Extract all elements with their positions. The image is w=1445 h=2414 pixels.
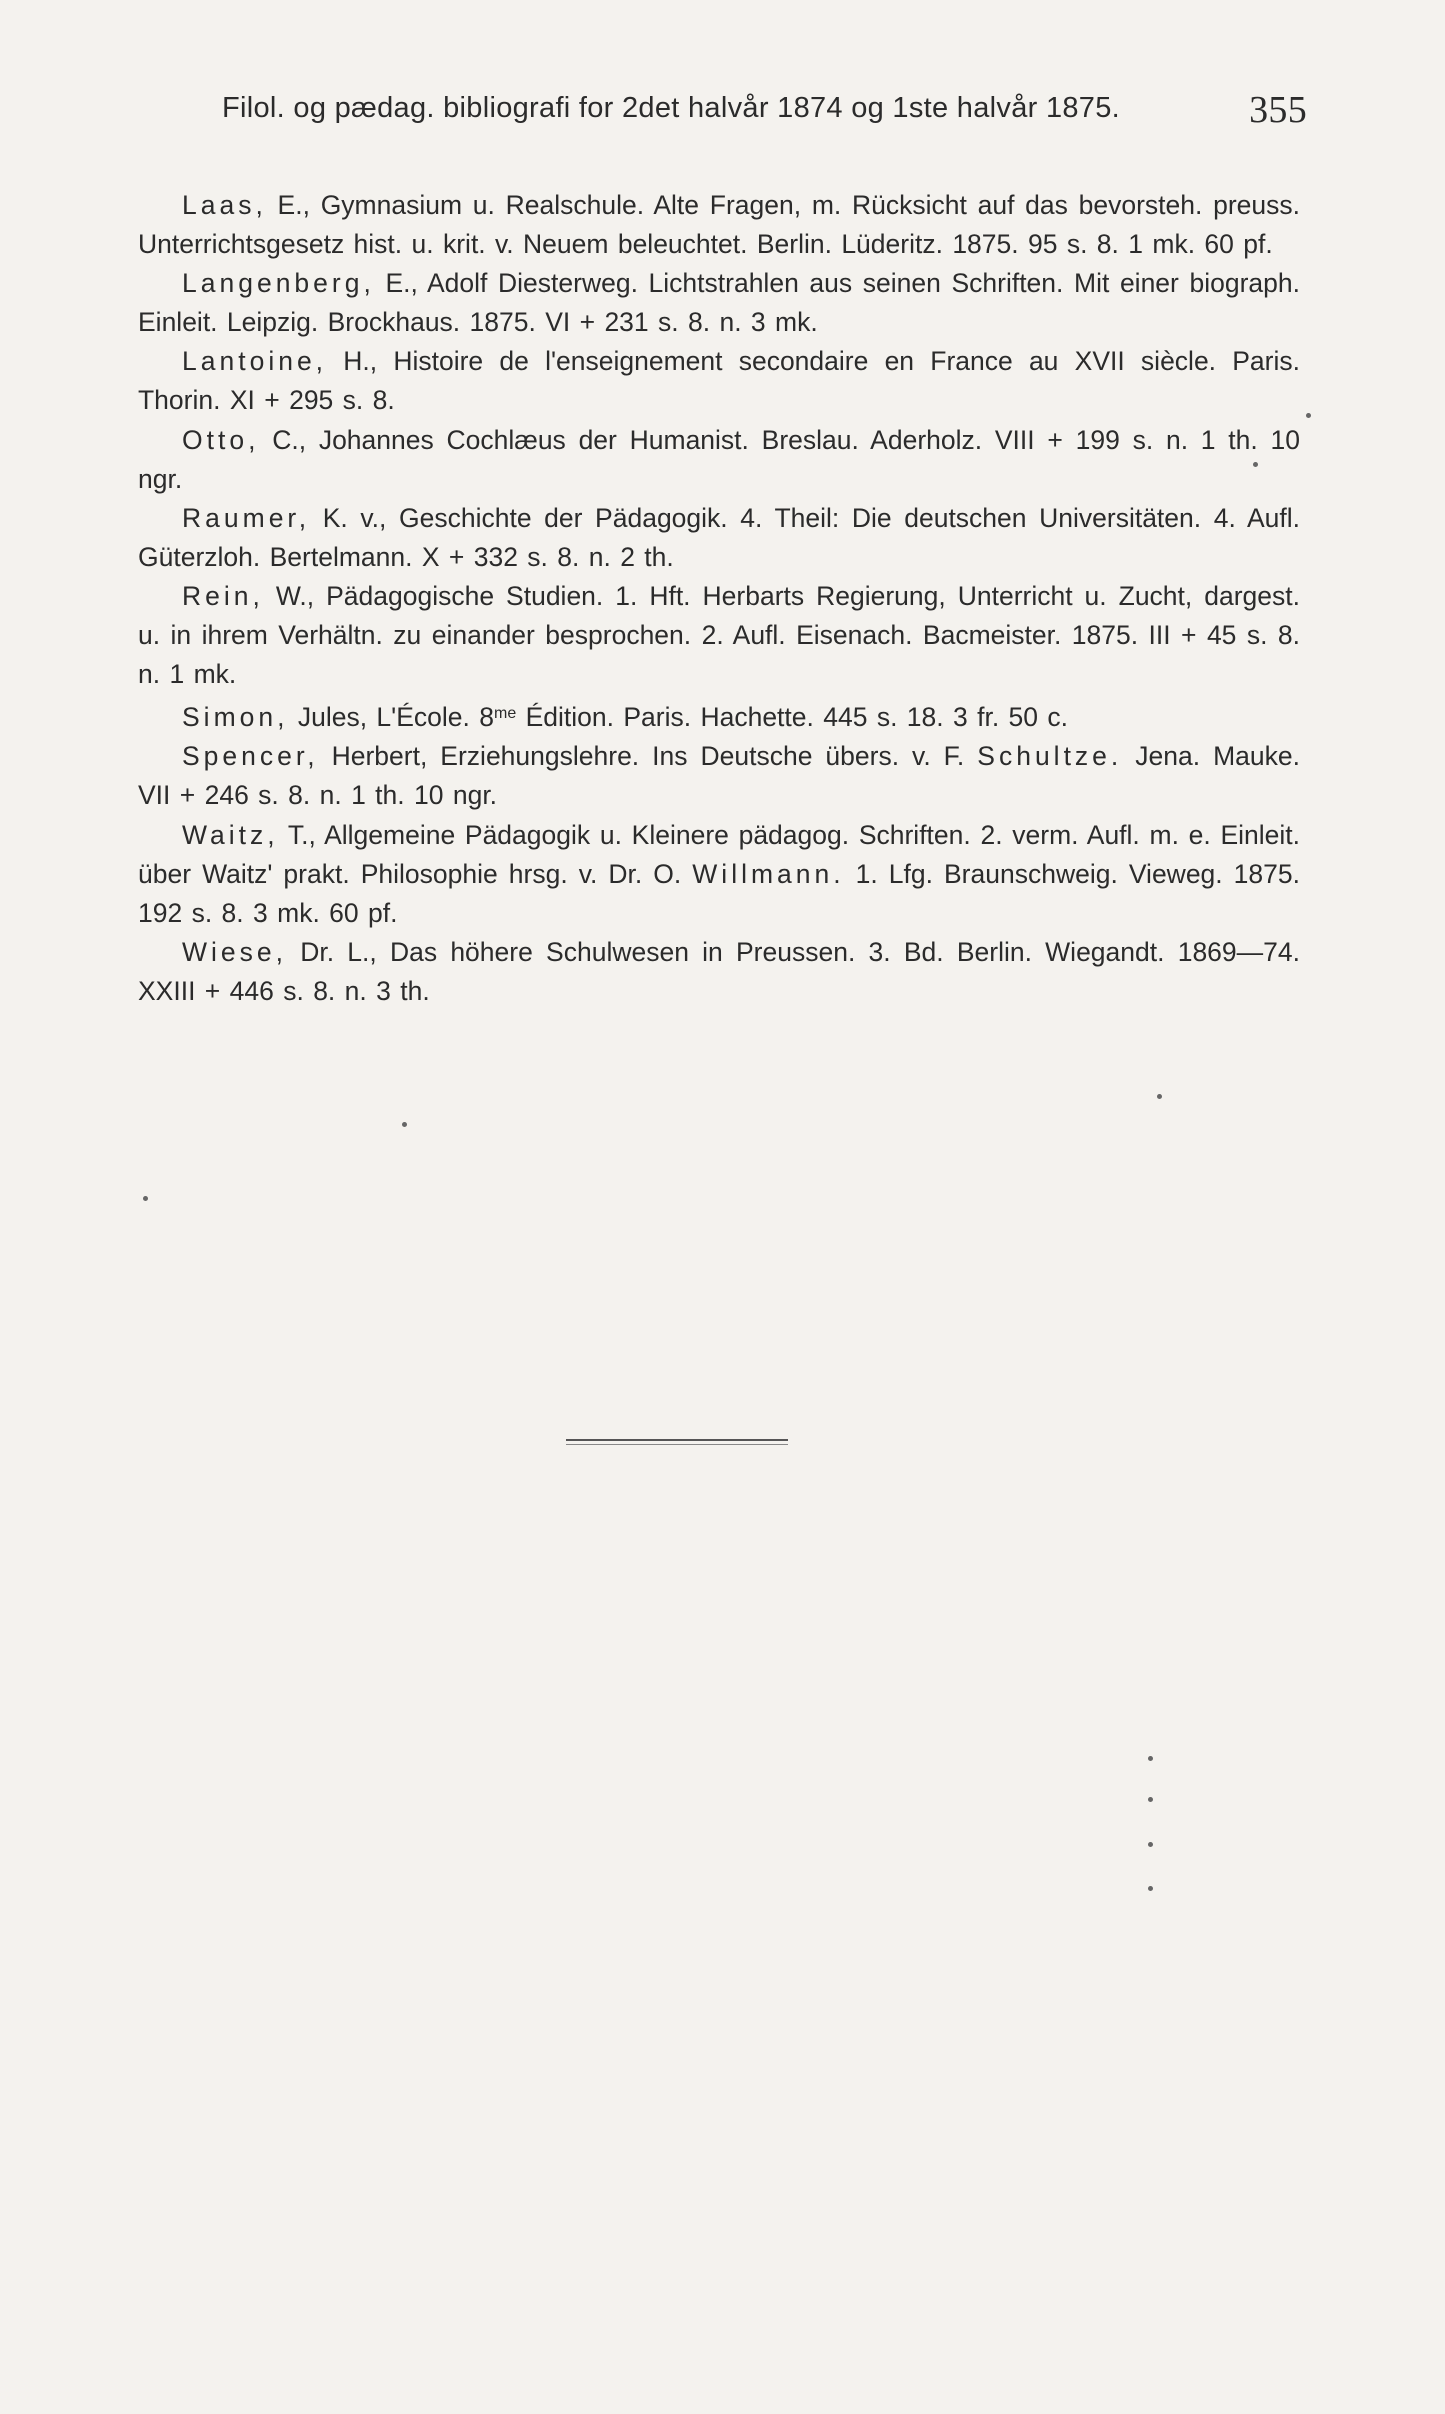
entry-text: C., Johannes Cochlæus der Humanist. Breslau. Aderholz. VIII + 199 s. n. 1 th. 10 ngr. <box>138 424 1300 494</box>
bib-entry-rein <box>138 577 1300 694</box>
end-rule <box>566 1439 788 1441</box>
entry-author: Lantoine, <box>182 346 328 377</box>
entry-text-secondary: 1. Lfg. Braunschweig. Vieweg. 1875. 192 s. 8. 3 mk. 60 pf. <box>138 858 1300 928</box>
entry-author: Rein, <box>182 580 264 611</box>
entry-author: Simon, <box>182 702 289 733</box>
entry-author: Waitz, <box>182 819 279 850</box>
print-speck <box>1306 413 1311 418</box>
entry-text: Édition. Paris. Hachette. 445 s. 18. 3 fr. 50 c. <box>516 702 1068 733</box>
bib-entry-simon <box>138 694 1300 737</box>
bib-entry-waitz <box>138 816 1300 933</box>
print-speck <box>1148 1842 1153 1847</box>
entry-text-before: Jules, L'École. 8 <box>288 702 494 733</box>
bib-entry-laas <box>138 186 1300 264</box>
print-speck <box>1148 1756 1153 1761</box>
bib-entry-langenberg <box>138 264 1300 342</box>
bibliography-list <box>138 186 1300 1011</box>
running-title: Filol. og pædag. bibliografi for 2det halvår 1874 og 1ste halvår 1875. <box>222 92 1121 124</box>
entry-text: Dr. L., Das höhere Schulwesen in Preussen. 3. Bd. Berlin. Wiegandt. 1869—74. XXIII + 446 s. 8. n. 3 th. <box>138 936 1300 1006</box>
entry-author: Langenberg, <box>182 268 375 299</box>
entry-author-secondary: Schultze. <box>977 741 1123 772</box>
entry-author: Laas, <box>182 190 267 220</box>
print-speck <box>402 1122 407 1127</box>
bib-entry-otto <box>138 421 1300 499</box>
print-speck <box>1148 1886 1153 1891</box>
print-speck <box>1253 462 1258 467</box>
bib-entry-raumer <box>138 499 1300 577</box>
entry-text: E., Gymnasium u. Realschule. Alte Fragen, m. Rücksicht auf das bevorsteh. preuss. Unterrichtsgesetz hist. u. krit. v. Neuem beleuchtet. Berlin. Lüderitz. 1875. 95 s. 8. 1 mk. 60 pf. <box>138 190 1300 260</box>
entry-text: E., Adolf Diesterweg. Lichtstrahlen aus seinen Schriften. Mit einer biograph. Einleit. Leipzig. Brockhaus. 1875. VI + 231 s. 8. n. 3 mk. <box>138 268 1300 338</box>
bib-entry-wiese <box>138 933 1300 1011</box>
entry-author: Otto, <box>182 424 260 455</box>
entry-text: W., Pädagogische Studien. 1. Hft. Herbarts Regierung, Unterricht u. Zucht, dargest. u. in ihrem Verhältn. zu einander besprochen. 2. Aufl. Eisenach. Bacmeister. 1875. III + 45 s. 8. n. 1 mk. <box>138 580 1300 690</box>
print-speck <box>1148 1797 1153 1802</box>
entry-text: Herbert, Erziehungslehre. Ins Deutsche übers. v. F. <box>318 741 965 772</box>
entry-text: H., Histoire de l'enseignement secondaire en France au XVII siècle. Paris. Thorin. XI + 295 s. 8. <box>138 346 1300 416</box>
print-speck <box>143 1196 148 1201</box>
entry-text-secondary: Jena. Mauke. VII + 246 s. 8. n. 1 th. 10 ngr. <box>138 741 1300 811</box>
end-rule-thin <box>566 1444 788 1445</box>
entry-text: K. v., Geschichte der Pädagogik. 4. Theil: Die deutschen Universitäten. 4. Aufl. Güterzloh. Bertelmann. X + 332 s. 8. n. 2 th. <box>138 502 1300 572</box>
page-number: 355 <box>1249 89 1307 131</box>
entry-author: Wiese, <box>182 936 287 967</box>
bib-entry-spencer <box>138 737 1300 815</box>
superscript: me <box>494 705 517 723</box>
entry-text: T., Allgemeine Pädagogik u. Kleinere pädagog. Schriften. 2. verm. Aufl. m. e. Einleit. über Waitz' prakt. Philosophie hrsg. v. Dr. O. <box>138 819 1300 889</box>
entry-author: Raumer, <box>182 502 311 533</box>
print-speck <box>1157 1094 1162 1099</box>
bib-entry-lantoine <box>138 342 1300 420</box>
page-header <box>222 89 1307 131</box>
entry-author-secondary: Willmann. <box>692 858 845 889</box>
entry-author: Spencer, <box>182 741 319 772</box>
